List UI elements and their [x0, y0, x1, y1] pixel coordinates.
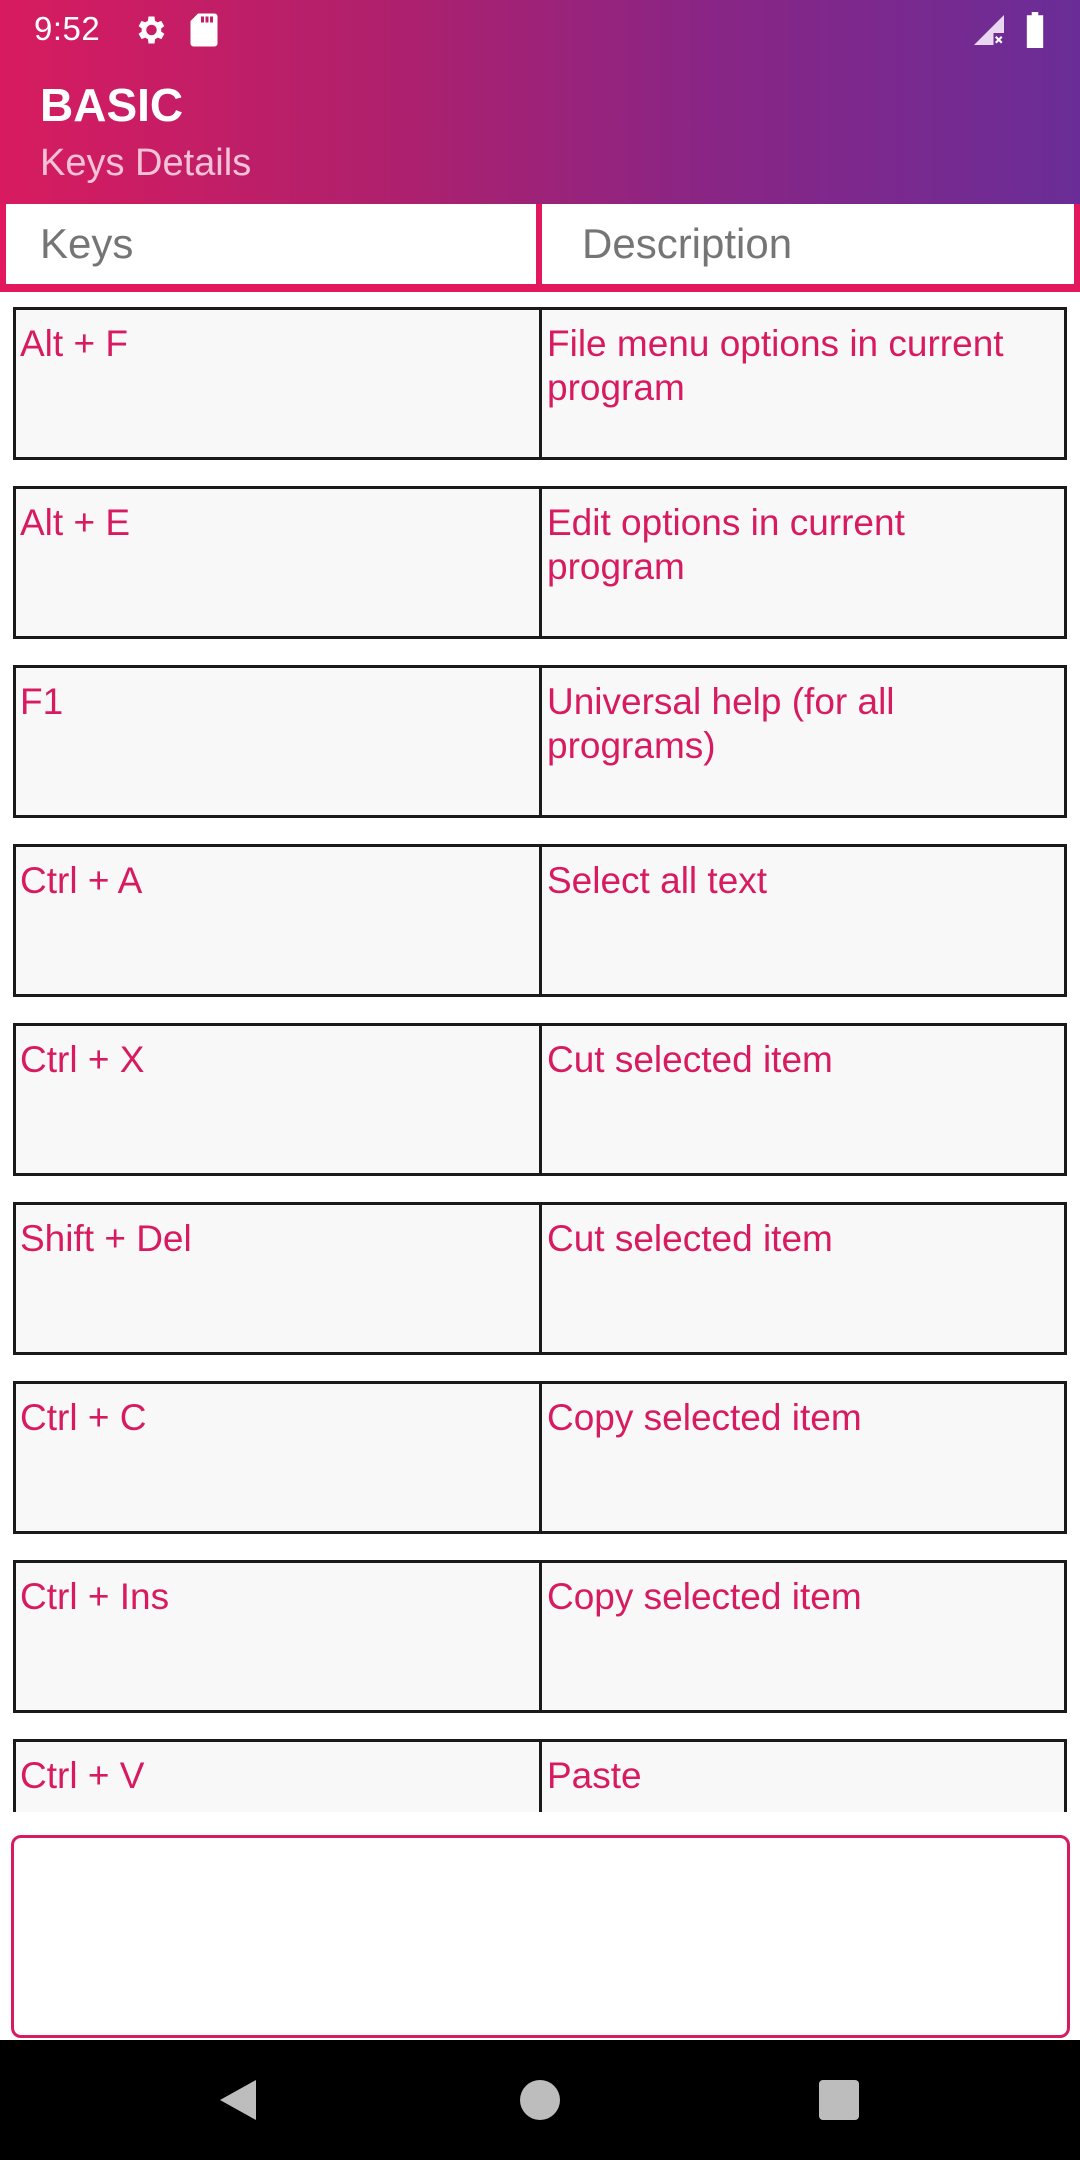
back-icon[interactable]: [196, 2058, 280, 2142]
table-row[interactable]: [13, 665, 1067, 818]
status-bar: [0, 0, 1080, 60]
row-description: Copy selected item: [547, 1576, 862, 1617]
row-key: Alt + E: [20, 502, 131, 543]
table-row[interactable]: [13, 486, 1067, 639]
row-divider: [539, 668, 542, 815]
row-description: File menu options in current program: [547, 323, 1004, 408]
row-description: Cut selected item: [547, 1039, 833, 1080]
table-row[interactable]: [13, 1560, 1067, 1713]
signal-no-data-icon: [970, 12, 1008, 53]
row-divider: [539, 489, 542, 636]
row-key: Ctrl + C: [20, 1397, 147, 1438]
system-nav-bar: [0, 2040, 1080, 2160]
row-description: Copy selected item: [547, 1397, 862, 1438]
page-subtitle: Keys Details: [40, 142, 252, 184]
row-description: Cut selected item: [547, 1218, 833, 1259]
row-divider: [539, 847, 542, 994]
bottom-input-box[interactable]: [11, 1835, 1070, 2038]
table-row[interactable]: [13, 1202, 1067, 1355]
table-row[interactable]: [13, 1381, 1067, 1534]
table-header: [0, 204, 1080, 292]
row-key: Alt + F: [20, 323, 128, 364]
row-divider: [539, 1563, 542, 1710]
row-divider: [539, 1205, 542, 1352]
home-icon[interactable]: [498, 2058, 582, 2142]
recents-icon[interactable]: [797, 2058, 881, 2142]
page-title: BASIC: [40, 79, 184, 131]
battery-icon: [1024, 12, 1046, 53]
table-row[interactable]: [13, 1739, 1067, 1812]
row-key: Shift + Del: [20, 1218, 192, 1259]
row-divider: [539, 1742, 542, 1812]
shortcut-list[interactable]: [0, 300, 1080, 1812]
sd-card-icon: [188, 12, 220, 53]
row-key: F1: [20, 681, 64, 722]
row-divider: [539, 1384, 542, 1531]
row-divider: [539, 1026, 542, 1173]
row-key: Ctrl + A: [20, 860, 143, 901]
app-header: [0, 0, 1080, 204]
table-row[interactable]: [13, 1023, 1067, 1176]
table-row[interactable]: [13, 844, 1067, 997]
row-description: Paste: [547, 1755, 642, 1796]
row-divider: [539, 310, 542, 457]
row-key: Ctrl + Ins: [20, 1576, 170, 1617]
row-description: Universal help (for all programs): [547, 681, 895, 766]
description-column-header: Description: [542, 204, 1074, 284]
keys-column-header: Keys: [6, 204, 536, 284]
row-description: Edit options in current program: [547, 502, 905, 587]
gear-icon: [132, 12, 168, 53]
row-key: Ctrl + V: [20, 1755, 145, 1796]
row-description: Select all text: [547, 860, 768, 901]
row-key: Ctrl + X: [20, 1039, 145, 1080]
status-time: 9:52: [34, 10, 101, 47]
table-row[interactable]: [13, 307, 1067, 460]
